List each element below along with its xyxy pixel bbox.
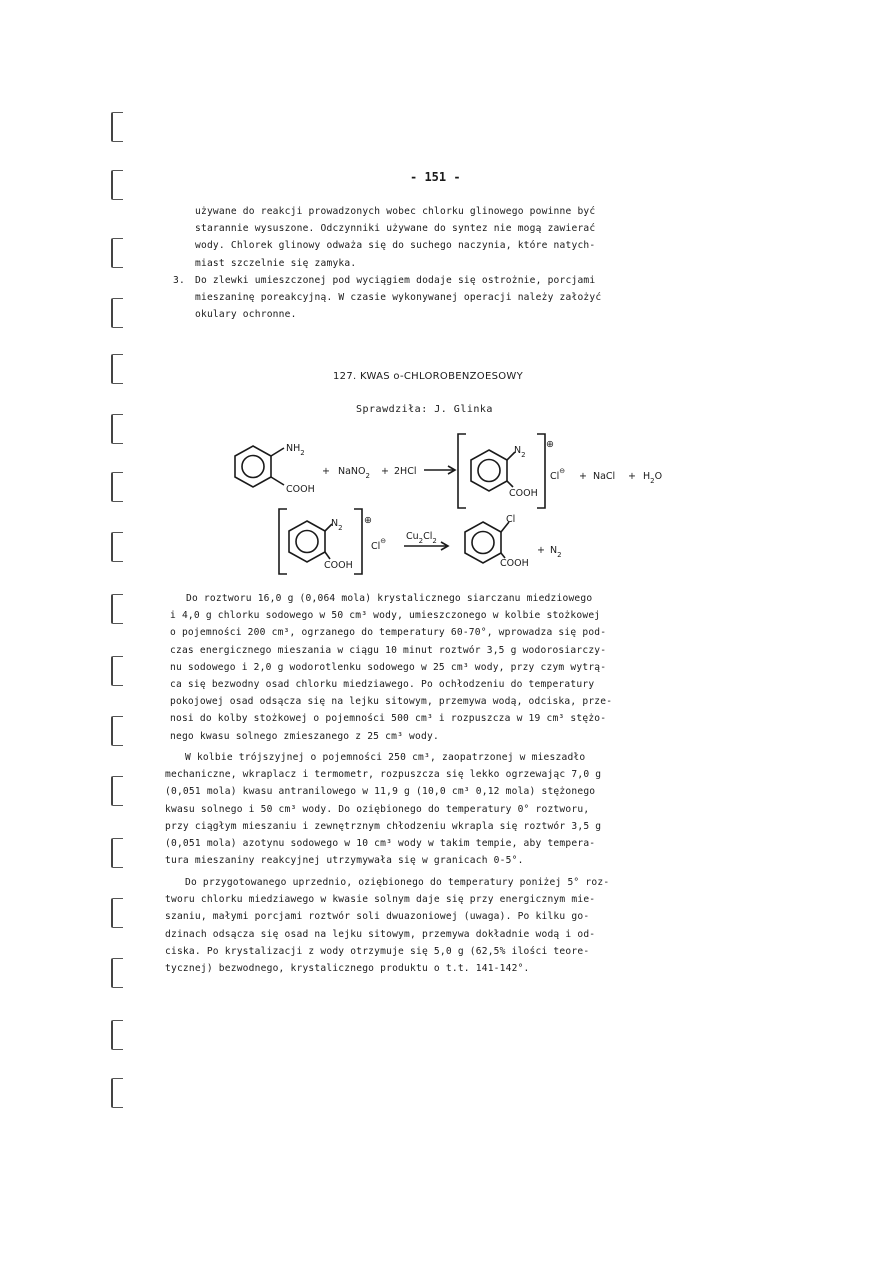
reagent-sodium-nitrite: NaNO$_2$ (338, 466, 370, 480)
text-line: mieszaninę poreakcyjną. W czasie wykonywanej operacji należy założyć (195, 292, 602, 304)
text-line: przy ciągłym mieszaniu i zewnętrznym chłodzeniu wkrapla się roztwór 3,5 g (165, 820, 602, 832)
plus-sign: + (628, 471, 636, 482)
plus-sign: + (322, 466, 330, 477)
anthranilic-acid-structure (235, 446, 284, 487)
text-line: tworu chlorku miedziawego w kwasie solnym daje się przy energicznym mie- (165, 894, 596, 906)
text-line: Do roztworu 16,0 g (0,064 mola) krystalicznego siarczanu miedziowego (186, 593, 593, 604)
page-number: - 151 - (410, 170, 461, 184)
amine-label: $NH_2$ (286, 443, 305, 457)
text-line: mechaniczne, wkraplacz i termometr, rozpuszcza się lekko ogrzewając 7,0 g (165, 769, 602, 781)
o-chlorobenzoic-acid-structure (465, 522, 509, 563)
bracket-left (458, 434, 466, 508)
procedure-paragraph-3 (165, 874, 695, 977)
catalyst-label: $Cu_2Cl_2$ (406, 531, 437, 545)
procedure-paragraph-1 (170, 590, 698, 745)
carboxyl-label: COOH (509, 488, 538, 499)
text-line: i 4,0 g chlorku sodowego w 50 cm³ wody, umieszczonego w kolbie stożkowej (170, 610, 601, 622)
bracket-left (279, 509, 287, 574)
diazonium-salt-structure (289, 521, 332, 562)
text-line: wody. Chlorek glinowy odważa się do suchego naczynia, które natych- (195, 240, 596, 252)
byproduct-sodium-chloride: NaCl (593, 471, 616, 482)
chloro-label: Cl (506, 514, 516, 525)
text-line: ciska. Po krystalizacji z wody otrzymuje się 5,0 g (62,5% ilości teore- (165, 945, 590, 957)
text-line: Do przygotowanego uprzednio, oziębionego do temperatury poniżej 5° roz- (185, 877, 610, 888)
procedure-paragraph-2 (165, 749, 695, 869)
plus-sign: + (579, 471, 587, 482)
plus-sign: + (537, 545, 545, 556)
text-line: nego kwasu solnego zmieszanego z 25 cm³ wody. (170, 730, 439, 742)
diazonium-salt-structure (471, 450, 515, 491)
carboxyl-label: COOH (286, 484, 315, 495)
section-heading: 127. KWAS o-CHLOROBENZOESOWY (333, 371, 523, 382)
text-line: ca się bezwodny osad chlorku miedziawego. Po ochłodzeniu do temperatury (170, 678, 595, 690)
diazo-label: $N_2$ (514, 445, 526, 459)
reagent-hydrochloric-acid: 2HCl (394, 466, 417, 477)
diazo-label: $N_2$ (331, 518, 343, 532)
plus-sign: + (381, 466, 389, 477)
text-line: Do zlewki umieszczonej pod wyciągiem dodaje się ostrożnie, porcjami (195, 275, 596, 286)
bracket-right (537, 434, 545, 508)
cation-charge: ⊕ (546, 439, 554, 450)
text-line: używane do reakcji prowadzonych wobec chlorku glinowego powinne być (195, 206, 596, 217)
text-line: czas energicznego mieszania w ciągu 10 minut roztwór 3,5 g wodorosiarczy- (170, 644, 607, 656)
text-line: (0,051 mola) kwasu antranilowego w 11,9 g (10,0 cm³ 0,12 mola) stężonego (165, 786, 596, 798)
text-line: nosi do kolby stożkowej o pojemności 500 cm³ i rozpuszcza w 19 cm³ stężo- (170, 713, 607, 725)
text-line: kwasu solnego i 50 cm³ wody. Do oziębionego do temperatury 0° roztworu, (165, 803, 590, 815)
chloride-ion: Cl⊖ (371, 537, 387, 552)
carboxyl-label: COOH (324, 560, 353, 571)
text-line: nu sodowego i 2,0 g wodorotlenku sodowego w 25 cm³ wody, przy czym wytrą- (170, 661, 607, 673)
text-line: tycznej) bezwodnego, krystalicznego produktu o t.t. 141-142°. (165, 962, 530, 974)
bracket-right (354, 509, 362, 574)
text-line: (0,051 mola) azotynu sodowego w 10 cm³ wody w takim tempie, aby tempera- (165, 837, 596, 849)
text-line: dzinach odsącza się osad na lejku sitowym, przemywa dokładnie wodą i od- (165, 928, 596, 940)
text-line: o pojemności 200 cm³, ogrzanego do temperatury 60-70°, wprowadza się pod- (170, 627, 607, 639)
text-line: starannie wysuszone. Odczynniki używane do syntez nie mogą zawierać (195, 223, 596, 235)
checked-by: Sprawdziła: J. Glinka (356, 404, 493, 415)
chloride-ion: Cl⊖ (550, 467, 566, 482)
text-line: pokojowej osad odsącza się na lejku sitowym, przemywa wodą, odciska, prze- (170, 696, 613, 708)
byproduct-water: $H_2O$ (643, 471, 663, 485)
nitrogen-gas: $N_2$ (550, 545, 562, 559)
carboxyl-label: COOH (500, 558, 529, 569)
text-line: okulary ochronne. (195, 309, 297, 321)
text-line: W kolbie trójszyjnej o pojemności 250 cm³, zaopatrzonej w mieszadło (185, 752, 586, 763)
text-line: miast szczelnie się zamyka. (195, 257, 357, 269)
cation-charge: ⊕ (364, 515, 372, 526)
item-number: 3. (173, 275, 185, 286)
text-line: tura mieszaniny reakcyjnej utrzymywała się w granicach 0-5°. (165, 855, 524, 867)
text-line: szaniu, małymi porcjami roztwór soli dwuazoniowej (uwaga). Po kilku go- (165, 911, 590, 923)
